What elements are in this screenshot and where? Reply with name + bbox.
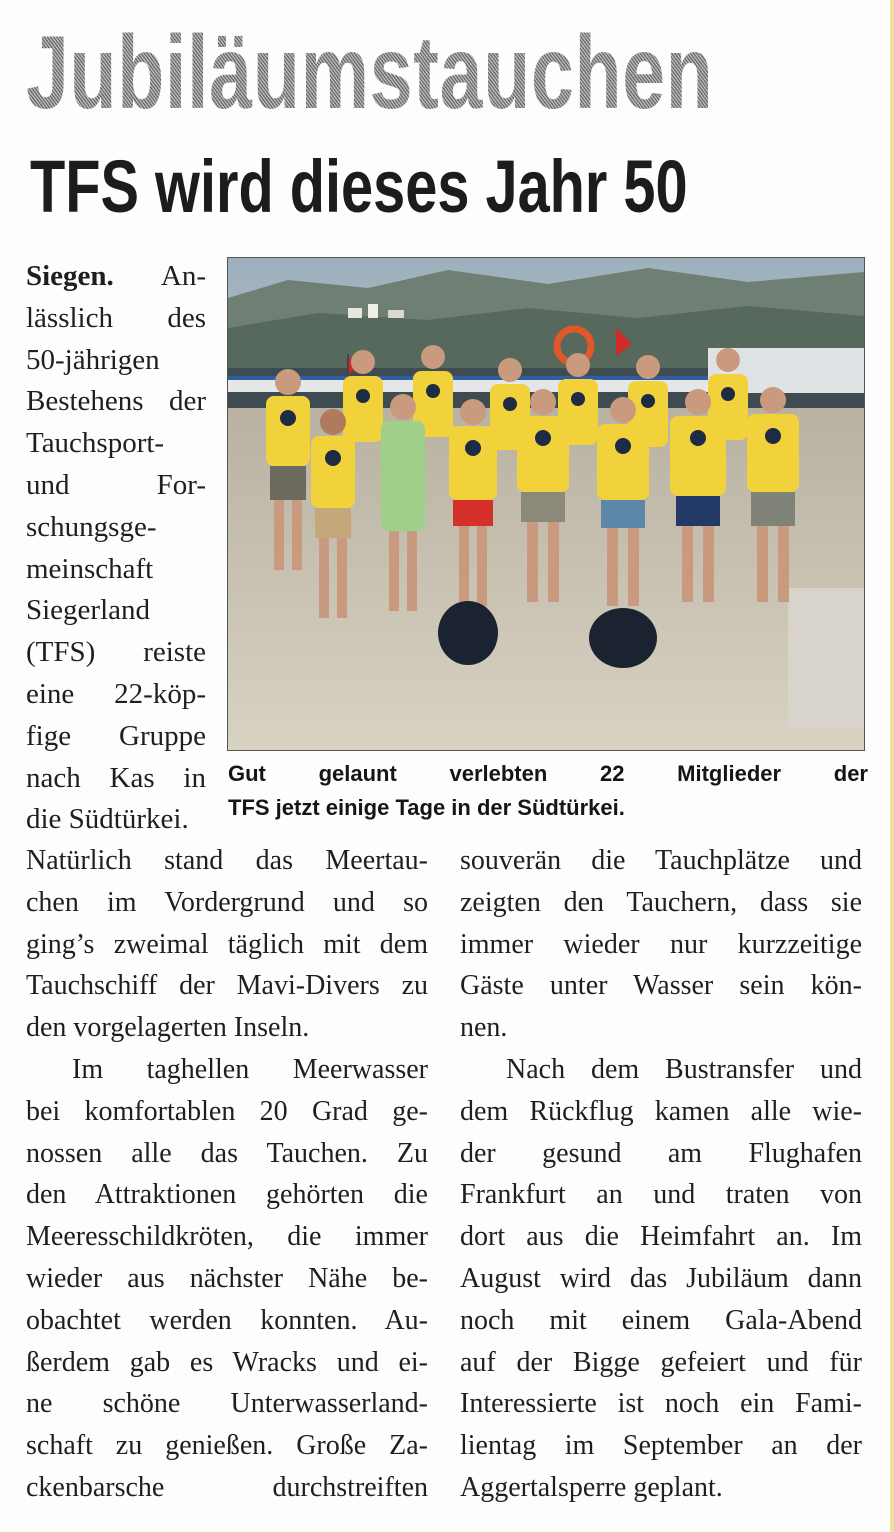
lead-line: nach Kas in [26, 761, 206, 794]
body-line: souverän die Tauchplätze und [460, 845, 862, 876]
article-kicker: Jubiläumstauchen [26, 15, 714, 131]
lead-line: Tauchsport- [26, 427, 165, 460]
lead-line: Bestehens der [26, 385, 206, 418]
body-line: Gäste unter Wasser sein kön- [460, 970, 862, 1002]
body-line: Meeresschildkröten, die immer [26, 1221, 428, 1253]
body-line: lientag im September an der [460, 1430, 862, 1462]
body-line: Frankfurt an und traten von [460, 1179, 862, 1211]
body-line: ging’s zweimal täglich mit dem [26, 928, 428, 960]
body-line: der gesund am Flughafen [460, 1137, 862, 1169]
body-line: schaft zu genießen. Große Za- [26, 1430, 428, 1462]
body-line: ßerdem gab es Wracks und ei- [26, 1346, 428, 1378]
body-line: dort aus die Heimfahrt an. Im [460, 1221, 862, 1253]
body-line: chen im Vordergrund und so [26, 886, 428, 918]
body-line: nen. [460, 1012, 508, 1044]
body-line: auf der Bigge gefeiert und für [460, 1346, 862, 1378]
body-line: Tauchschiff der Mavi-Divers zu [26, 970, 428, 1002]
lead-line: und For- [26, 468, 206, 501]
lead-column [26, 256, 206, 841]
body-line: bei komfortablen 20 Grad ge- [26, 1095, 428, 1127]
body-column-1 [26, 840, 428, 1509]
body-line: dem Rückflug kamen alle wie- [460, 1095, 862, 1127]
body-line: obachtet werden konnten. Au- [26, 1304, 428, 1336]
body-line: immer wieder nur kurzzeitige [460, 928, 862, 960]
body-line: ckenbarsche durchstreiften [26, 1471, 428, 1503]
lead-line: lässlich des [26, 301, 206, 334]
lead-line: schungsge- [26, 510, 157, 543]
article-headline: TFS wird dieses Jahr 50 [30, 145, 688, 228]
lead-line: (TFS) reiste [26, 636, 206, 669]
lead-line: fige Gruppe [26, 719, 206, 752]
caption-line: Gut gelaunt verlebten 22 Mitglieder der [228, 761, 868, 786]
group-photo-illustration [228, 258, 864, 750]
body-column-2 [460, 840, 862, 1509]
group-photo [227, 257, 865, 751]
lead-line: eine 22-köp- [26, 677, 206, 710]
lead-line: Siegerland [26, 594, 151, 627]
lead-line-rest: An- [160, 260, 206, 292]
body-line: August wird das Jubiläum dann [460, 1262, 862, 1294]
body-line: ne schöne Unterwasserland- [26, 1388, 428, 1420]
body-line: den vorgelagerten Inseln. [26, 1012, 310, 1044]
body-line: Nach dem Bustransfer und [506, 1053, 862, 1085]
body-line: noch mit einem Gala-Abend [460, 1304, 862, 1336]
lead-line: die Südtürkei. [26, 803, 189, 836]
caption-line: TFS jetzt einige Tage in der Südtürkei. [228, 795, 625, 820]
photo-caption [228, 757, 868, 825]
lead-line: meinschaft [26, 552, 154, 585]
body-line: Interessierte ist noch ein Fami- [460, 1388, 862, 1420]
lead-line [26, 256, 206, 298]
body-line: Aggertalsperre geplant. [460, 1471, 723, 1503]
body-line: zeigten den Tauchern, dass sie [460, 886, 862, 918]
body-line: wieder aus nächster Nähe be- [26, 1262, 428, 1294]
dateline: Siegen. [26, 260, 114, 292]
body-line: Im taghellen Meerwasser [72, 1053, 428, 1085]
body-line: Natürlich stand das Meertau- [26, 845, 428, 876]
body-line: nossen alle das Tauchen. Zu [26, 1137, 428, 1169]
body-line: den Attraktionen gehörten die [26, 1179, 428, 1211]
page-edge-strip [890, 0, 894, 1532]
lead-line: 50-jährigen [26, 343, 160, 376]
